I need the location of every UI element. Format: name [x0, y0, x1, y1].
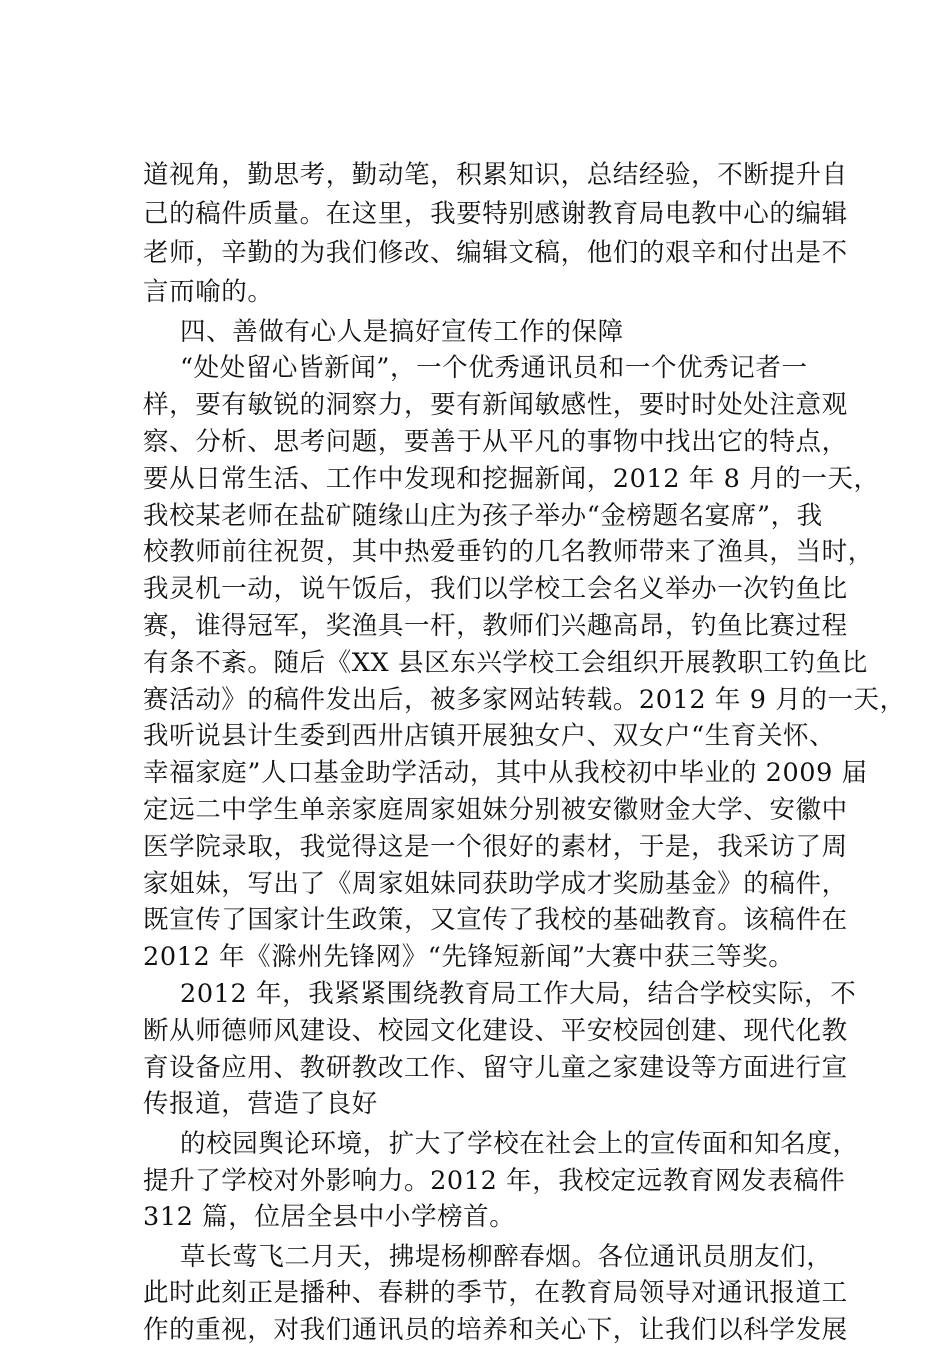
text-line: 312 篇，位居全县中小学榜首。: [143, 1202, 516, 1232]
text-line: 赛活动》的稿件发出后，被多家网站转载。2012 年 9 月的一天，: [143, 685, 906, 715]
text-line: 我校某老师在盐矿随缘山庄为孩子举办“金榜题名宴席”，我: [143, 501, 823, 531]
text-line: 幸福家庭”人口基金助学活动，其中从我校初中毕业的 2009 届: [143, 758, 868, 788]
text-line: 家姐妹，写出了《周家姐妹同获助学成才奖励基金》的稿件，: [143, 869, 848, 899]
text-line: 传报道，营造了良好: [143, 1089, 378, 1119]
text-line: 要从日常生活、工作中发现和挖掘新闻，2012 年 8 月的一天，: [143, 464, 880, 494]
text-line: “处处留心皆新闻”，一个优秀通讯员和一个优秀记者一: [180, 353, 808, 383]
text-line: 有条不紊。随后《XX 县区东兴学校工会组织开展教职工钓鱼比: [143, 648, 868, 678]
text-line: 己的稿件质量。在这里，我要特别感谢教育局电教中心的编辑: [143, 199, 848, 229]
text-line: 的校园舆论环境，扩大了学校在社会上的宣传面和知名度，: [180, 1129, 859, 1159]
text-line: 医学院录取，我觉得这是一个很好的素材，于是，我采访了周: [143, 832, 848, 862]
text-line: 定远二中学生单亲家庭周家姐妹分别被安徽财金大学、安徽中: [143, 795, 848, 825]
text-line: 断从师德师风建设、校园文化建设、平安校园创建、现代化教: [143, 1016, 848, 1046]
text-line: 老师，辛勤的为我们修改、编辑文稿，他们的艰辛和付出是不: [143, 238, 848, 268]
section-heading: 四、善做有心人是搞好宣传工作的保障: [180, 317, 624, 347]
text-line: 既宣传了国家计生政策，又宣传了我校的基础教育。该稿件在: [143, 905, 848, 935]
text-line: 2012 年《滁州先锋网》“先锋短新闻”大赛中获三等奖。: [143, 942, 795, 972]
text-line: 样，要有敏锐的洞察力，要有新闻敏感性，要时时处处注意观: [143, 390, 848, 420]
text-line: 校教师前往祝贺，其中热爱垂钓的几名教师带来了渔具，当时，: [143, 537, 874, 567]
text-line: 育设备应用、教研教改工作、留守儿童之家建设等方面进行宣: [143, 1053, 848, 1083]
text-line: 2012 年，我紧紧围绕教育局工作大局，结合学校实际，不: [180, 979, 857, 1009]
text-line: 草长莺飞二月天，拂堤杨柳醉春烟。各位通讯员朋友们，: [180, 1242, 833, 1272]
text-line: 我灵机一动，说午饭后，我们以学校工会名义举办一次钓鱼比: [143, 574, 848, 604]
text-line: 言而喻的。: [143, 277, 274, 307]
text-line: 作的重视，对我们通讯员的培养和关心下，让我们以科学发展: [143, 1315, 848, 1345]
text-line: 我听说县计生委到西卅店镇开展独女户、双女户“生育关怀、: [143, 721, 836, 751]
text-line: 此时此刻正是播种、春耕的季节，在教育局领导对通讯报道工: [143, 1278, 848, 1308]
text-line: 道视角，勤思考，勤动笔，积累知识，总结经验，不断提升自: [143, 160, 848, 190]
text-line: 察、分析、思考问题，要善于从平凡的事物中找出它的特点，: [143, 427, 848, 457]
text-line: 提升了学校对外影响力。2012 年，我校定远教育网发表稿件: [143, 1166, 846, 1196]
text-line: 赛，谁得冠军，奖渔具一杆，教师们兴趣高昂，钓鱼比赛过程: [143, 611, 848, 641]
